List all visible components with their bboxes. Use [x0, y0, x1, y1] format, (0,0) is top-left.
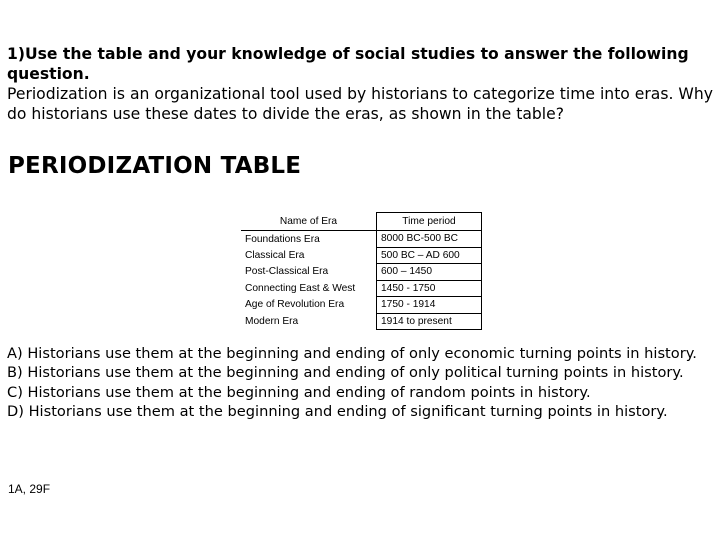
table-title: PERIODIZATION TABLE — [8, 153, 302, 179]
era-name-cell: Connecting East & West — [245, 282, 356, 294]
era-name-cell: Age of Revolution Era — [245, 299, 345, 311]
answer-choice-b: B) Historians use them at the beginning and ending of only political turning points in history. — [7, 364, 684, 382]
question-context: Periodization is an organizational tool used by historians to categorize time into eras. Why do historians use these dates to divide the eras, as shown in the table? — [7, 85, 713, 123]
era-name-cell: Modern Era — [245, 315, 299, 327]
header-era-name: Name of Era — [241, 213, 377, 231]
table-row — [241, 231, 482, 248]
question-text — [7, 44, 713, 124]
answer-choice-c: C) Historians use them at the beginning and ending of random points in history. — [7, 383, 591, 401]
era-name-cell: Foundations Era — [245, 233, 320, 245]
time-period-cell: 600 – 1450 — [377, 264, 482, 281]
time-period-cell: 8000 BC-500 BC — [377, 231, 482, 248]
table-row — [241, 313, 482, 330]
time-period-cell: 1914 to present — [377, 313, 482, 330]
table-row — [241, 264, 482, 281]
era-name-cell: Post-Classical Era — [245, 266, 329, 278]
time-period-cell: 1450 - 1750 — [377, 280, 482, 297]
periodization-table — [241, 212, 482, 330]
time-period-cell: 500 BC – AD 600 — [377, 247, 482, 264]
answer-choice-d: D) Historians use them at the beginning and ending of significant turning points in history. — [7, 402, 668, 420]
time-period-cell: 1750 - 1914 — [377, 297, 482, 314]
question-prompt: 1)Use the table and your knowledge of social studies to answer the following question. — [7, 45, 689, 83]
table-row — [241, 280, 482, 297]
table-row — [241, 297, 482, 314]
table-row — [241, 247, 482, 264]
answer-choices — [7, 344, 717, 421]
header-time-period: Time period — [377, 213, 482, 231]
answer-choice-a: A) Historians use them at the beginning and ending of only economic turning points in history. — [7, 345, 697, 362]
table-header-row — [241, 213, 482, 231]
era-name-cell: Classical Era — [245, 249, 305, 261]
standard-code: 1A, 29F — [8, 482, 51, 496]
